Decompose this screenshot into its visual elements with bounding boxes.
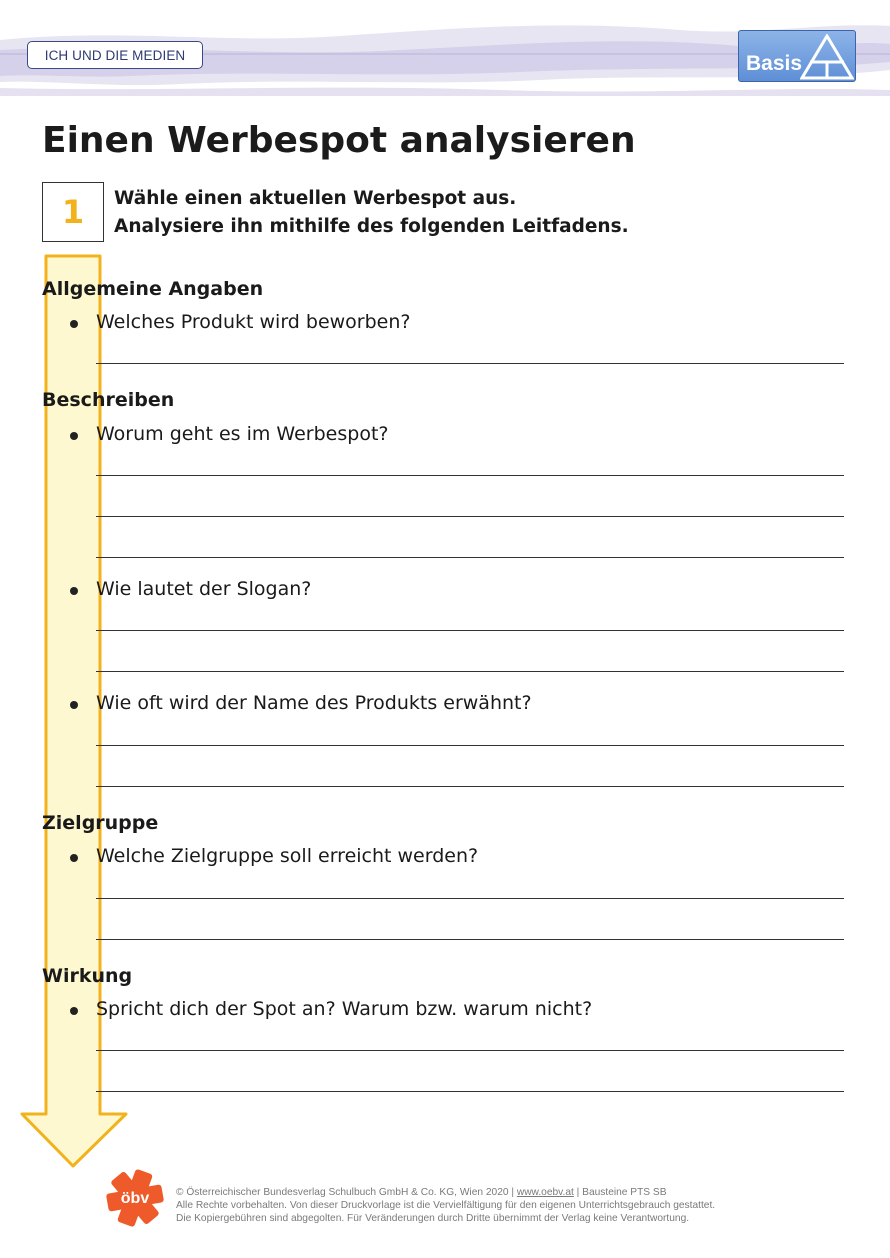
triangle-icon — [800, 34, 854, 80]
answer-line[interactable] — [96, 1050, 844, 1051]
footer-copyright-suffix: | Bausteine PTS SB — [573, 1187, 667, 1198]
bullet — [70, 854, 78, 862]
footer-copyright — [176, 1187, 667, 1198]
publisher-link[interactable]: www.oebv.at — [516, 1187, 574, 1198]
answer-line[interactable] — [96, 516, 844, 517]
topic-tag: ICH UND DIE MEDIEN — [27, 41, 203, 69]
answer-line[interactable] — [96, 475, 844, 476]
question-name-mentions: Wie oft wird der Name des Produkts erwähnt? — [96, 692, 532, 714]
page-title: Einen Werbespot analysieren — [42, 120, 636, 161]
answer-line[interactable] — [96, 786, 844, 787]
answer-line[interactable] — [96, 745, 844, 746]
bullet — [70, 320, 78, 328]
question-product: Welches Produkt wird beworben? — [96, 311, 411, 333]
answer-line[interactable] — [96, 1091, 844, 1092]
answer-line[interactable] — [96, 557, 844, 558]
question-target-group: Welche Zielgruppe soll erreicht werden? — [96, 845, 479, 867]
answer-line[interactable] — [96, 939, 844, 940]
footer-copyright-prefix: © Österreichischer Bundesverlag Schulbuch GmbH & Co. KG, Wien 2020 | — [176, 1187, 517, 1198]
question-slogan: Wie lautet der Slogan? — [96, 578, 312, 600]
task-instruction-1: Wähle einen aktuellen Werbespot aus. — [114, 188, 517, 209]
bullet — [70, 432, 78, 440]
bullet — [70, 1007, 78, 1015]
answer-line[interactable] — [96, 363, 844, 364]
question-appeal: Spricht dich der Spot an? Warum bzw. warum nicht? — [96, 998, 593, 1020]
answer-line[interactable] — [96, 630, 844, 631]
footer-fees: Die Kopiergebühren sind abgegolten. Für Veränderungen durch Dritte übernimmt der Verlag keine Verantwortung. — [176, 1213, 690, 1224]
section-heading-effect: Wirkung — [42, 965, 133, 987]
task-instruction-2: Analysiere ihn mithilfe des folgenden Leitfadens. — [114, 216, 629, 237]
answer-line[interactable] — [96, 898, 844, 899]
footer-rights: Alle Rechte vorbehalten. Von dieser Druckvorlage ist die Vervielfältigung für den eigenen Unterrichtsgebrauch gestattet. — [176, 1200, 716, 1211]
answer-line[interactable] — [96, 671, 844, 672]
section-heading-general: Allgemeine Angaben — [42, 278, 264, 300]
level-badge-label: Basis — [746, 52, 803, 75]
bullet — [70, 701, 78, 709]
publisher-logo-text: öbv — [120, 1190, 150, 1207]
section-heading-target-group: Zielgruppe — [42, 812, 159, 834]
question-content: Worum geht es im Werbespot? — [96, 423, 389, 445]
task-number: 1 — [42, 182, 104, 242]
bullet — [70, 587, 78, 595]
section-heading-describe: Beschreiben — [42, 389, 175, 411]
